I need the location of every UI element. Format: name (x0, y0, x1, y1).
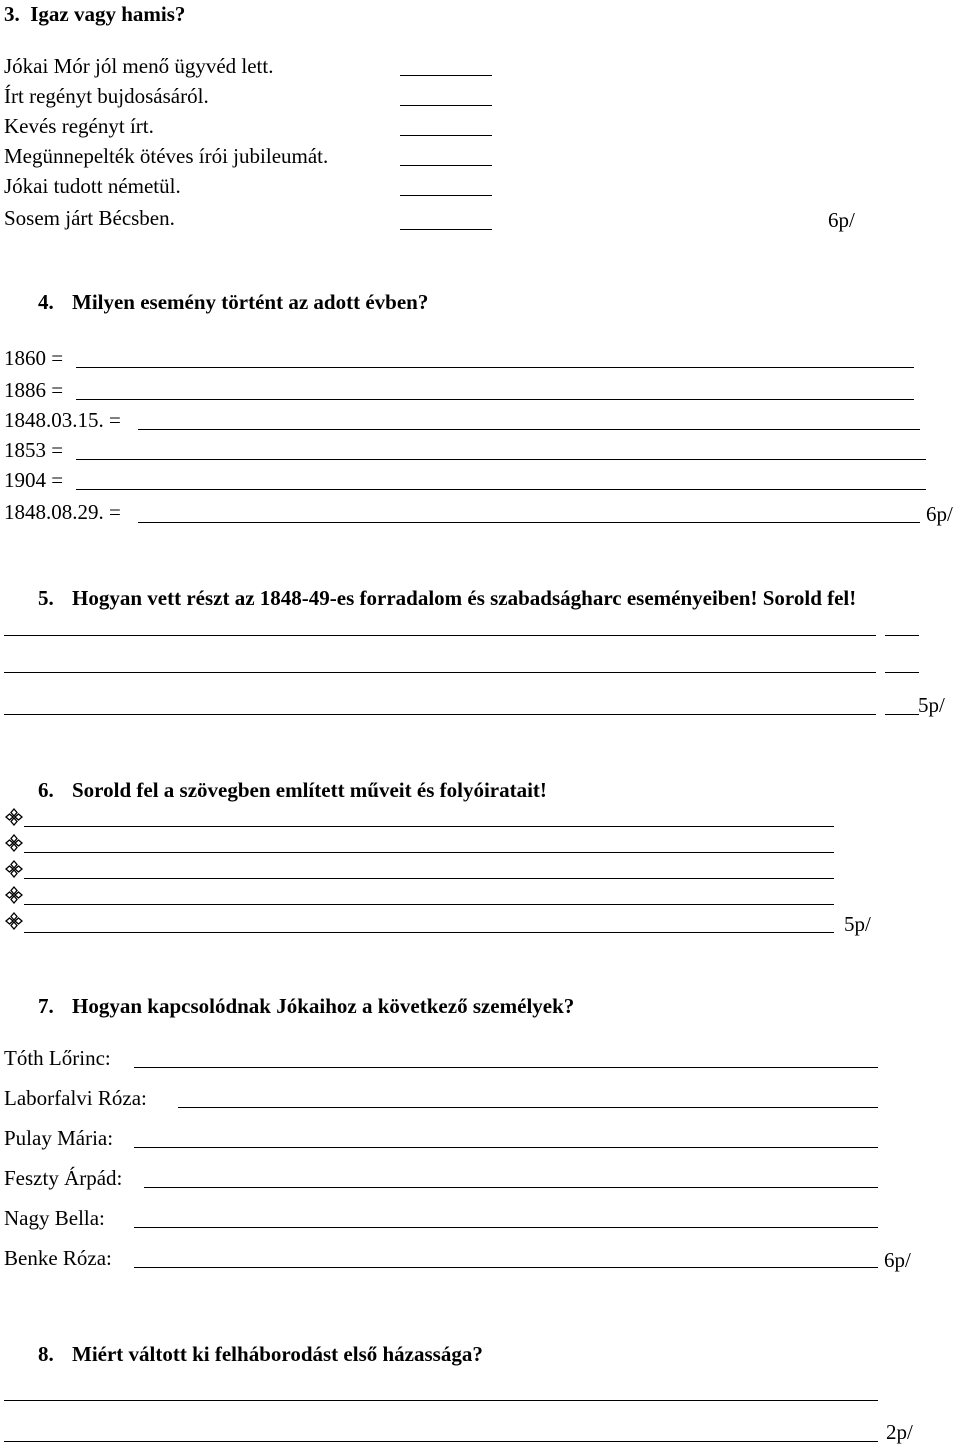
statement-4: Megünnepelték ötéves írói jubileumát. (4, 144, 329, 168)
points-q6: 5p/ (844, 912, 871, 936)
person-pulay-maria: Pulay Mária: (4, 1126, 114, 1150)
person-nagy-bella: Nagy Bella: (4, 1206, 105, 1230)
person-toth-lorinc: Tóth Lőrinc: (4, 1046, 111, 1070)
question-6-text: Sorold fel a szövegben említett műveit és folyóiratait! (72, 778, 547, 802)
question-4-title (38, 290, 428, 315)
question-7-title (38, 994, 574, 1019)
question-8-title (38, 1342, 483, 1367)
date-1860: 1860 = (4, 346, 64, 370)
answer-line-toth-lorinc[interactable] (134, 1067, 878, 1068)
answer-line-q6-3[interactable] (24, 878, 834, 879)
answer-blank-2[interactable] (400, 105, 492, 106)
question-3-title: 3. Igaz vagy hamis? (4, 2, 186, 26)
date-1853: 1853 = (4, 438, 64, 462)
answer-line-1886[interactable] (76, 399, 914, 400)
answer-line-q5-1[interactable] (4, 635, 876, 636)
answer-line-1860[interactable] (76, 367, 914, 368)
question-7-text: Hogyan kapcsolódnak Jókaihoz a következő személyek? (72, 994, 575, 1018)
statement-3: Kevés regényt írt. (4, 114, 154, 138)
question-5-number: 5. (38, 586, 54, 610)
answer-line-pulay-maria[interactable] (134, 1147, 878, 1148)
points-q4: 6p/ (926, 502, 953, 526)
statement-2: Írt regényt bujdosásáról. (4, 84, 209, 108)
question-5-text: Hogyan vett részt az 1848-49-es forradalom és szabadságharc eseményeiben! Sorold fel! (72, 586, 857, 610)
answer-line-q5-3[interactable] (4, 714, 876, 715)
date-1904: 1904 = (4, 468, 64, 492)
answer-blank-6[interactable] (400, 229, 492, 230)
diamond-bullet-icon (5, 834, 23, 852)
points-q7: 6p/ (884, 1248, 911, 1272)
diamond-bullet-icon (5, 886, 23, 904)
diamond-bullet-icon (5, 912, 23, 930)
answer-line-1853[interactable] (76, 459, 926, 460)
question-7-number: 7. (38, 994, 54, 1018)
answer-blank-5[interactable] (400, 195, 492, 196)
question-6-number: 6. (38, 778, 54, 802)
question-4-text: Milyen esemény történt az adott évben? (72, 290, 429, 314)
answer-blank-4[interactable] (400, 165, 492, 166)
question-8-number: 8. (38, 1342, 54, 1366)
question-4-number: 4. (38, 290, 54, 314)
answer-line-q6-5[interactable] (24, 932, 834, 933)
points-q3: 6p/ (828, 208, 855, 232)
answer-line-q8-2[interactable] (4, 1441, 878, 1442)
date-1848-03-15: 1848.03.15. = (4, 408, 121, 432)
points-q5: 5p/ (918, 693, 945, 717)
answer-line-q6-2[interactable] (24, 852, 834, 853)
answer-line-q6-1[interactable] (24, 826, 834, 827)
answer-line-feszty-arpad[interactable] (144, 1187, 878, 1188)
question-8-text: Miért váltott ki felháborodást első házassága? (72, 1342, 483, 1366)
answer-line-1848-08-29[interactable] (138, 522, 920, 523)
statement-6: Sosem járt Bécsben. (4, 206, 175, 230)
answer-line-q6-4[interactable] (24, 904, 834, 905)
score-blank-q5-2[interactable] (885, 672, 919, 673)
answer-line-q5-2[interactable] (4, 672, 876, 673)
question-6-title (38, 778, 547, 803)
answer-line-nagy-bella[interactable] (134, 1227, 878, 1228)
score-blank-q5-1[interactable] (885, 635, 919, 636)
question-5-title (38, 586, 856, 611)
answer-blank-1[interactable] (400, 75, 492, 76)
statement-1: Jókai Mór jól menő ügyvéd lett. (4, 54, 274, 78)
statement-5: Jókai tudott németül. (4, 174, 181, 198)
person-benke-roza: Benke Róza: (4, 1246, 112, 1270)
answer-line-1848-03-15[interactable] (138, 429, 920, 430)
diamond-bullet-icon (5, 860, 23, 878)
answer-blank-3[interactable] (400, 135, 492, 136)
diamond-bullet-icon (5, 808, 23, 826)
date-1848-08-29: 1848.08.29. = (4, 500, 121, 524)
answer-line-benke-roza[interactable] (134, 1267, 878, 1268)
points-q8: 2p/ (886, 1420, 913, 1444)
answer-line-laborfalvi-roza[interactable] (178, 1107, 878, 1108)
answer-line-1904[interactable] (76, 489, 926, 490)
answer-line-q8-1[interactable] (4, 1400, 878, 1401)
date-1886: 1886 = (4, 378, 64, 402)
person-feszty-arpad: Feszty Árpád: (4, 1166, 123, 1190)
person-laborfalvi-roza: Laborfalvi Róza: (4, 1086, 147, 1110)
score-blank-q5-3[interactable] (885, 714, 919, 715)
